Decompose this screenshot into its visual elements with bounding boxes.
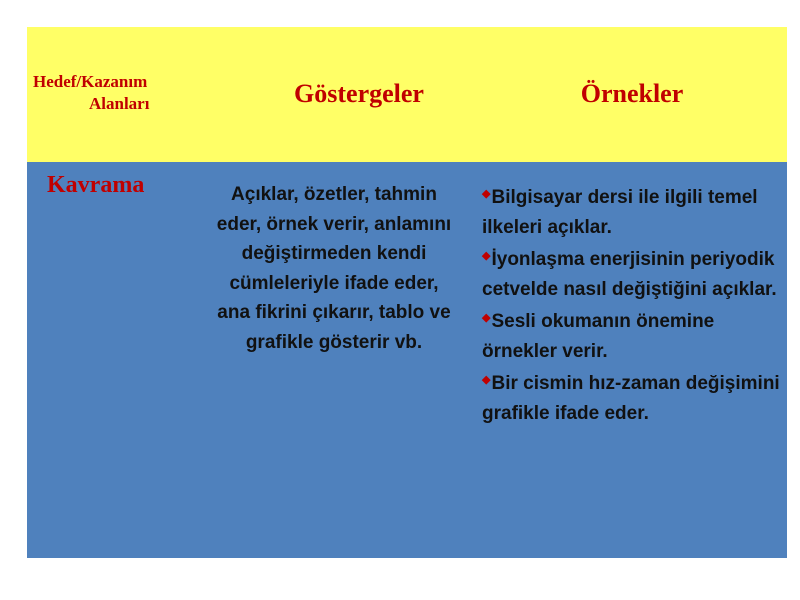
example-text: Bir cismin hız-zaman değişimini grafikle ifade eder. xyxy=(482,373,780,424)
table-row xyxy=(27,162,787,558)
diamond-bullet-icon: ◆ xyxy=(482,250,491,262)
examples-list xyxy=(482,180,787,428)
header-indicators: Göstergeler xyxy=(294,79,424,108)
list-item xyxy=(482,366,787,428)
example-text: Sesli okumanın önemine örnekler verir. xyxy=(482,311,715,362)
diamond-bullet-icon: ◆ xyxy=(482,374,491,386)
category-label: Kavrama xyxy=(47,172,145,198)
header-goal-areas-line1: Hedef/Kazanım xyxy=(33,72,148,91)
diamond-bullet-icon: ◆ xyxy=(482,188,491,200)
example-text: İyonlaşma enerjisinin periyodik cetvelde nasıl değiştiğini açıklar. xyxy=(482,249,777,300)
header-goal-areas xyxy=(33,71,213,115)
example-text: Bilgisayar dersi ile ilgili temel ilkeleri açıklar. xyxy=(482,187,758,238)
diamond-bullet-icon: ◆ xyxy=(482,312,491,324)
header-goal-areas-line2: Alanları xyxy=(89,94,150,113)
list-item xyxy=(482,180,787,242)
indicators-text: Açıklar, özetler, tahmin eder, örnek verir, anlamını değiştirmeden kendi cümleleriyle ifade eder, ana fikrini çıkarır, tablo ve grafikle gösterir vb. xyxy=(216,184,452,353)
list-item xyxy=(482,242,787,304)
header-examples: Örnekler xyxy=(580,79,684,108)
list-item xyxy=(482,304,787,366)
table-header-row xyxy=(27,27,787,162)
learning-outcomes-table xyxy=(27,27,787,558)
